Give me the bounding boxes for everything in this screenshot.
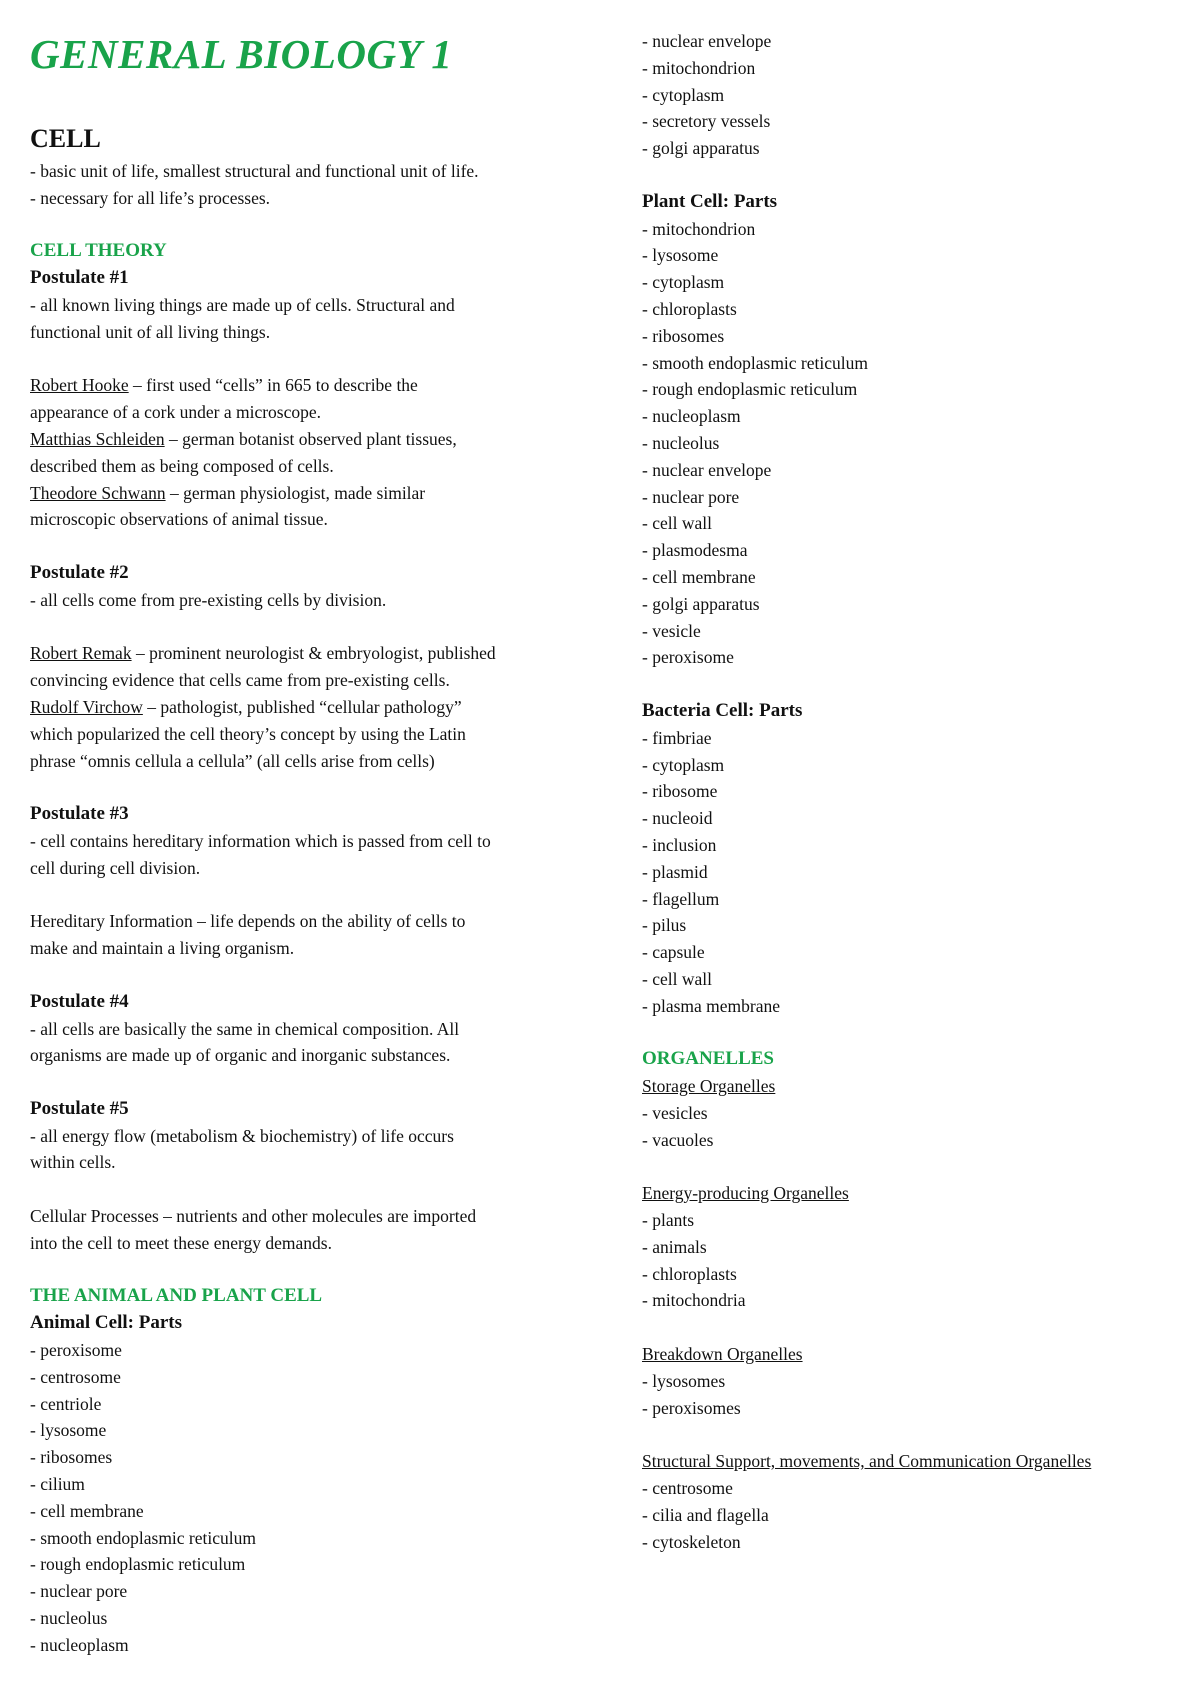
- animal-cell-part: - mitochondrion: [642, 57, 756, 78]
- organelle-item: - mitochondria: [642, 1290, 746, 1311]
- animal-cell-part: - cilium: [30, 1474, 85, 1495]
- animal-cell-part: - secretory vessels: [642, 111, 771, 132]
- organelle-item: - peroxisomes: [642, 1397, 741, 1418]
- bacteria-cell-part: - cell wall: [642, 968, 712, 989]
- organelle-group-title: Storage Organelles: [642, 1076, 776, 1097]
- postulate-3-line: - cell contains hereditary information which is passed from cell to: [30, 830, 491, 851]
- scientist-name: Matthias Schleiden: [30, 428, 165, 449]
- postulate-1-line: functional unit of all living things.: [30, 321, 271, 342]
- postulate-5-line: within cells.: [30, 1152, 116, 1173]
- postulate-3-note: make and maintain a living organism.: [30, 938, 295, 959]
- plant-cell-part: - golgi apparatus: [642, 593, 760, 614]
- animal-cell-part: - nucleolus: [30, 1608, 108, 1629]
- postulate-5-line: - all energy flow (metabolism & biochemistry) of life occurs: [30, 1125, 454, 1146]
- animal-cell-part: - centriole: [30, 1393, 102, 1414]
- postulate-4-line: organisms are made up of organic and inorganic substances.: [30, 1045, 451, 1066]
- plant-cell-part: - chloroplasts: [642, 298, 737, 319]
- scientist-line: described them as being composed of cells.: [30, 455, 334, 476]
- plant-cell-part: - nucleolus: [642, 432, 720, 453]
- animal-plant-heading: THE ANIMAL AND PLANT CELL: [30, 1285, 323, 1307]
- cell-theory-heading: CELL THEORY: [30, 240, 167, 262]
- scientist-line-schleiden: Matthias Schleiden – german botanist observed plant tissues,: [30, 428, 457, 449]
- scientist-line: which popularized the cell theory’s concept by using the Latin: [30, 723, 466, 744]
- scientist-line: phrase “omnis cellula a cellula” (all cells arise from cells): [30, 750, 435, 771]
- plant-cell-part: - mitochondrion: [642, 218, 756, 239]
- animal-cell-part: - cell membrane: [30, 1500, 144, 1521]
- postulate-5-note: into the cell to meet these energy demands.: [30, 1232, 332, 1253]
- organelle-group-title: Structural Support, movements, and Communication Organelles: [642, 1451, 1092, 1472]
- cell-definition-line: - necessary for all life’s processes.: [30, 187, 271, 208]
- postulate-3-line: cell during cell division.: [30, 857, 201, 878]
- organelle-item: - cytoskeleton: [642, 1531, 741, 1552]
- organelle-item: - animals: [642, 1236, 707, 1257]
- plant-cell-part: - vesicle: [642, 620, 701, 641]
- animal-cell-parts-list-continued: [642, 28, 1091, 162]
- scientist-line: microscopic observations of animal tissue.: [30, 509, 328, 530]
- scientist-line: appearance of a cork under a microscope.: [30, 402, 322, 423]
- plant-cell-part: - smooth endoplasmic reticulum: [642, 352, 868, 373]
- postulate-5-note: Cellular Processes – nutrients and other molecules are imported: [30, 1206, 477, 1227]
- bacteria-cell-part: - pilus: [642, 915, 687, 936]
- bacteria-cell-part: - ribosome: [642, 781, 718, 802]
- postulate-2-line: - all cells come from pre-existing cells by division.: [30, 589, 387, 610]
- animal-cell-part: - smooth endoplasmic reticulum: [30, 1527, 256, 1548]
- animal-cell-part: - rough endoplasmic reticulum: [30, 1554, 246, 1575]
- postulate-3-title: Postulate #3: [30, 803, 129, 825]
- plant-cell-part: - nucleoplasm: [642, 406, 741, 427]
- organelles-heading: ORGANELLES: [642, 1048, 774, 1070]
- cell-definition-line: - basic unit of life, smallest structural and functional unit of life.: [30, 161, 479, 181]
- animal-cell-part: - nuclear pore: [30, 1581, 128, 1602]
- postulate-4-line: - all cells are basically the same in chemical composition. All: [30, 1018, 460, 1039]
- plant-cell-part: - cytoplasm: [642, 272, 725, 293]
- bacteria-cell-part: - inclusion: [642, 834, 717, 855]
- plant-cell-part: - cell wall: [642, 513, 712, 534]
- bacteria-cell-part: - flagellum: [642, 888, 720, 909]
- organelle-group-title: Breakdown Organelles: [642, 1344, 803, 1365]
- organelle-item: - plants: [642, 1210, 695, 1231]
- scientist-name: Robert Remak: [30, 643, 132, 664]
- plant-cell-part: - lysosome: [642, 245, 719, 266]
- right-flow: [642, 28, 1091, 1555]
- organelle-groups: [642, 1073, 1091, 1555]
- animal-cell-part: - centrosome: [30, 1366, 121, 1387]
- animal-cell-part: - lysosome: [30, 1420, 107, 1441]
- scientist-line-schwann: Theodore Schwann – german physiologist, made similar: [30, 482, 426, 503]
- scientist-name: Rudolf Virchow: [30, 696, 143, 717]
- scientist-line-virchow: Rudolf Virchow – pathologist, published “cellular pathology”: [30, 696, 462, 717]
- organelle-item: - lysosomes: [642, 1370, 726, 1391]
- plant-cell-part: - nuclear envelope: [642, 459, 772, 480]
- bacteria-cell-part: - nucleoid: [642, 808, 713, 829]
- scientist-name: Theodore Schwann: [30, 482, 166, 503]
- scientist-line-remak: Robert Remak – prominent neurologist & embryologist, published: [30, 643, 496, 664]
- plant-cell-part: - peroxisome: [642, 647, 734, 668]
- animal-cell-part: - ribosomes: [30, 1447, 113, 1468]
- bacteria-cell-part: - plasmid: [642, 861, 708, 882]
- plant-cell-part: - cell membrane: [642, 566, 756, 587]
- bacteria-cell-parts-list: [642, 725, 1091, 1020]
- document-title: GENERAL BIOLOGY 1: [30, 31, 453, 77]
- postulate-1-title: Postulate #1: [30, 267, 129, 289]
- plant-cell-part: - ribosomes: [642, 325, 725, 346]
- left-flow: [30, 158, 496, 1659]
- animal-cell-part: - peroxisome: [30, 1340, 122, 1361]
- bacteria-cell-part: - plasma membrane: [642, 995, 781, 1016]
- organelle-item: - vesicles: [642, 1102, 708, 1123]
- organelle-item: - chloroplasts: [642, 1263, 737, 1284]
- plant-cell-part: - plasmodesma: [642, 540, 748, 561]
- postulate-5-title: Postulate #5: [30, 1097, 129, 1119]
- plant-cell-part: - rough endoplasmic reticulum: [642, 379, 858, 400]
- postulate-2-title: Postulate #2: [30, 561, 129, 583]
- plant-cell-part: - nuclear pore: [642, 486, 740, 507]
- bacteria-cell-part: - fimbriae: [642, 727, 712, 748]
- animal-cell-part: - nucleoplasm: [30, 1634, 129, 1655]
- organelle-item: - cilia and flagella: [642, 1504, 769, 1525]
- bacteria-cell-title: Bacteria Cell: Parts: [642, 699, 803, 721]
- plant-cell-parts-list: [642, 216, 1091, 672]
- organelle-item: - centrosome: [642, 1478, 733, 1499]
- cell-heading: CELL: [30, 124, 101, 153]
- scientist-line: convincing evidence that cells came from pre-existing cells.: [30, 670, 450, 691]
- organelle-item: - vacuoles: [642, 1129, 714, 1150]
- animal-cell-title: Animal Cell: Parts: [30, 1312, 182, 1334]
- animal-cell-parts-list: [30, 1337, 496, 1659]
- plant-cell-title: Plant Cell: Parts: [642, 190, 778, 212]
- postulate-4-title: Postulate #4: [30, 990, 129, 1012]
- scientist-line-hooke: Robert Hooke – first used “cells” in 665 to describe the: [30, 375, 418, 396]
- bacteria-cell-part: - cytoplasm: [642, 754, 725, 775]
- animal-cell-part: - cytoplasm: [642, 84, 725, 105]
- scientist-name: Robert Hooke: [30, 375, 129, 396]
- postulate-1-line: - all known living things are made up of cells. Structural and: [30, 294, 455, 315]
- organelle-group-title: Energy-producing Organelles: [642, 1183, 849, 1204]
- animal-cell-part: - golgi apparatus: [642, 138, 760, 159]
- bacteria-cell-part: - capsule: [642, 942, 705, 963]
- postulate-3-note: Hereditary Information – life depends on the ability of cells to: [30, 911, 466, 932]
- animal-cell-part: - nuclear envelope: [642, 31, 772, 51]
